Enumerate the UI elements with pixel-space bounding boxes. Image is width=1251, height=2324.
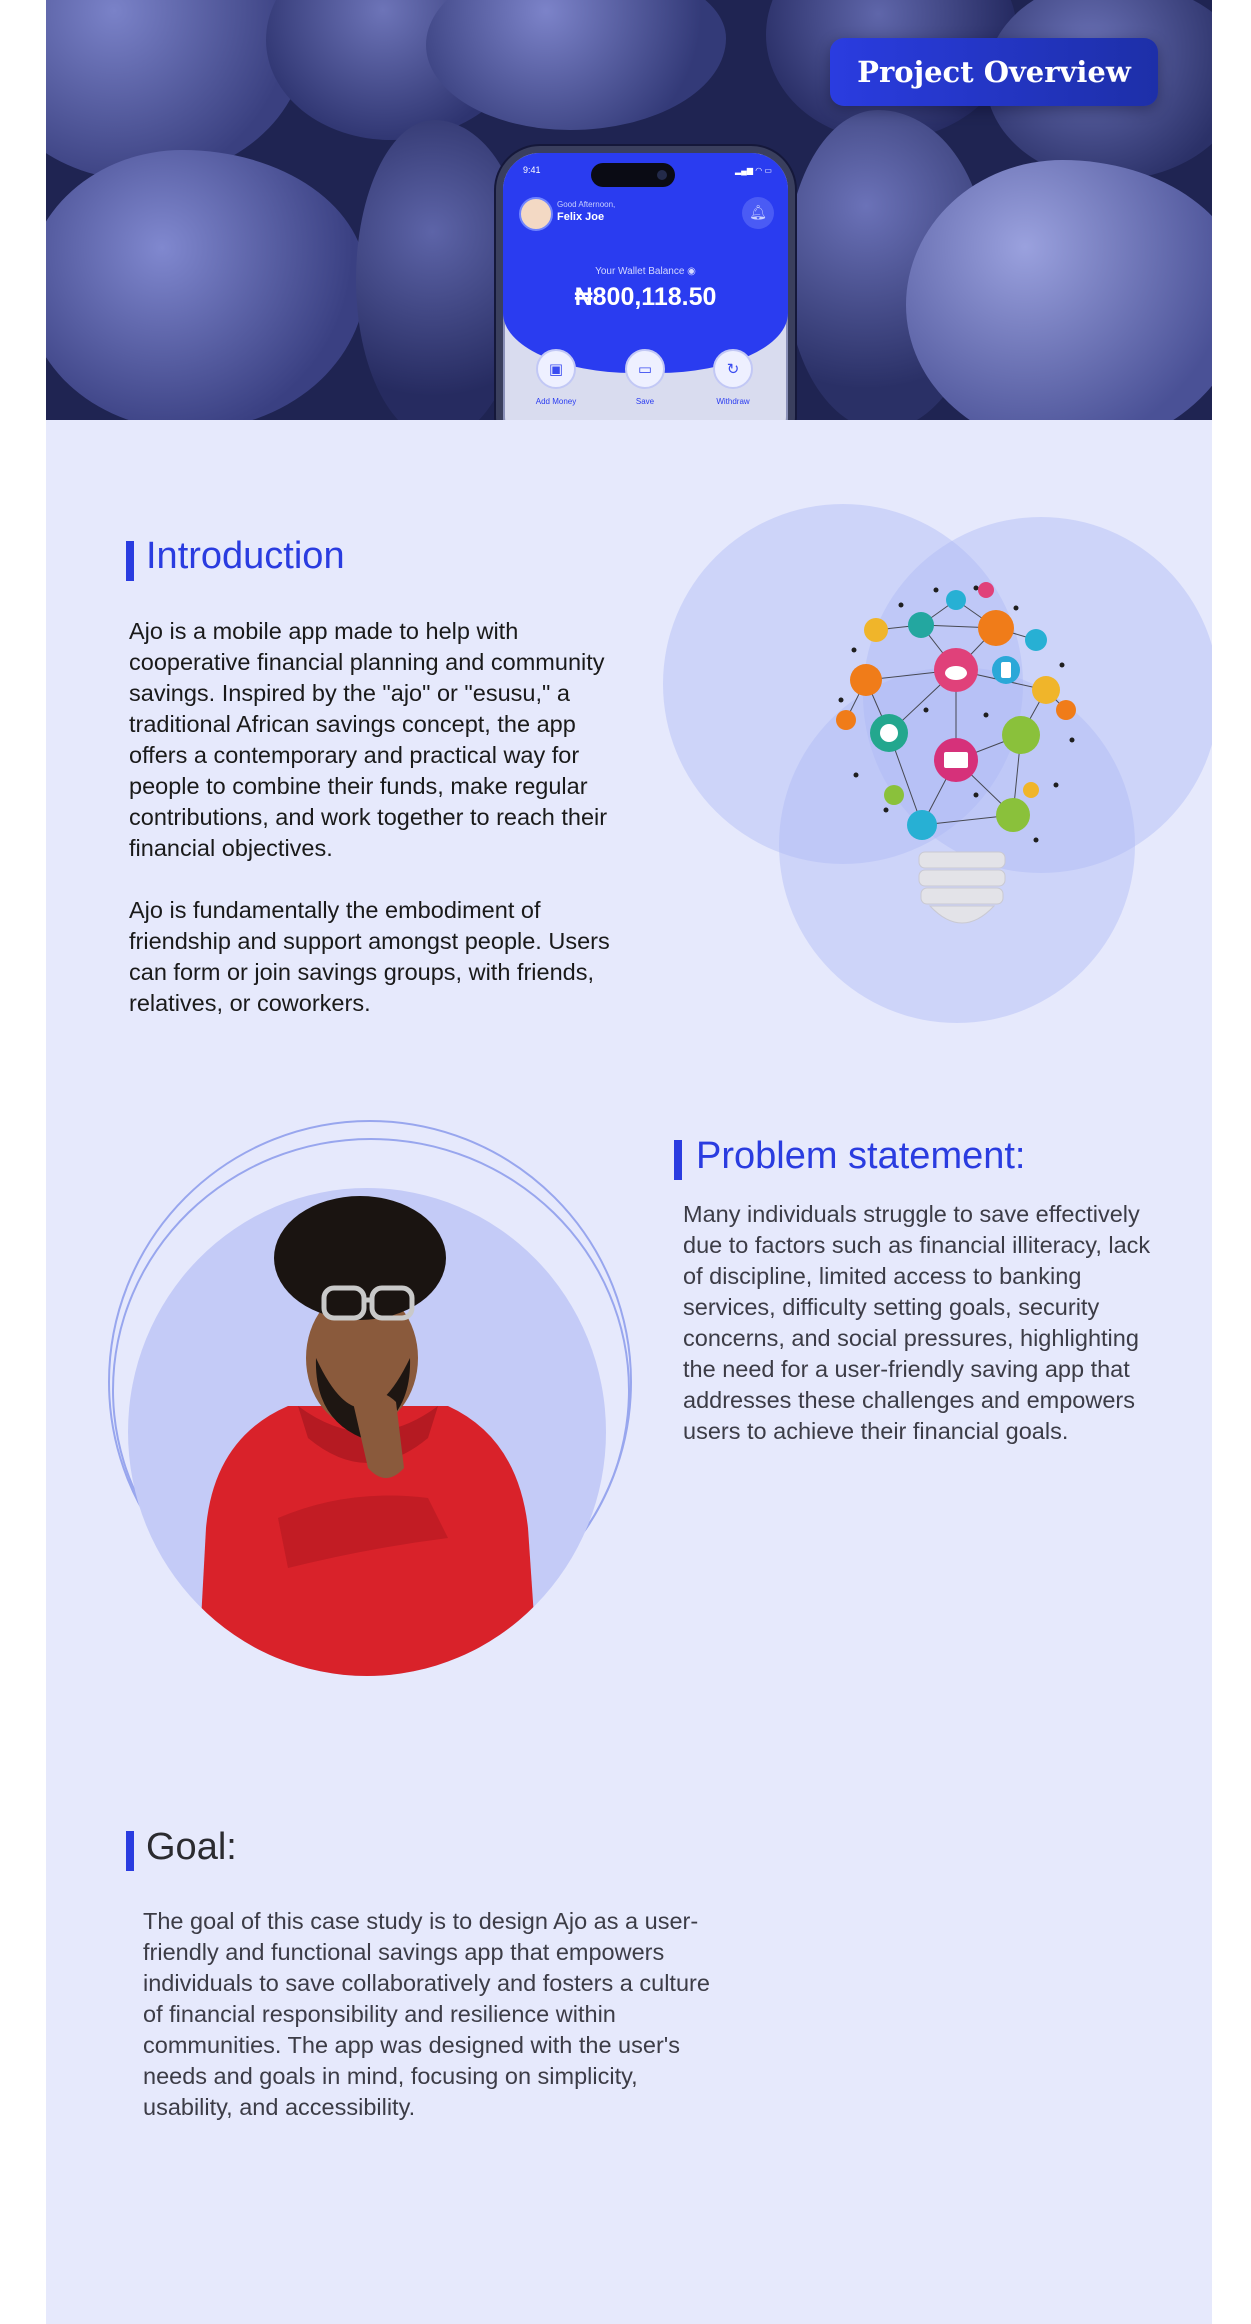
add-money-label: Add Money — [535, 397, 577, 406]
wallet-balance: ₦800,118.50 — [574, 283, 717, 311]
phone-time: 9:41 — [523, 165, 541, 175]
section-accent-bar — [126, 541, 134, 581]
section-accent-bar — [674, 1140, 682, 1180]
problem-paragraph: Many individuals struggle to save effectively due to factors such as financial illiteracy, lack of discipline, limited access to banking services, difficulty setting goals, security concerns, and social pressures, highlighting the need for a user-friendly saving app that addresses these challenges and empowers users to achieve their financial goals. — [683, 1201, 1151, 1444]
avatar[interactable] — [519, 197, 553, 231]
hero-blob — [46, 150, 366, 420]
section-accent-bar — [126, 1831, 134, 1871]
status-icons: ▂▄▆ ◠ ▭ — [735, 166, 772, 175]
save-label: Save — [635, 397, 655, 406]
problem-heading: Problem statement: — [696, 1135, 1026, 1177]
bell-icon[interactable]: 🔔︎ — [742, 197, 774, 229]
lightbulb-network-icon — [826, 570, 1086, 940]
introduction-paragraph-1: Ajo is a mobile app made to help with cooperative financial planning and community savings. Inspired by the "ajo" or "esusu," a traditional African savings concept, the app offers a contemporary and practical way for people to combine their funds, make regular contributions, and work together to reach their financial objectives. — [129, 618, 608, 861]
wallet-icon: ▣ — [536, 349, 576, 389]
withdraw-button[interactable] — [698, 349, 768, 406]
user-name: Felix Joe — [557, 211, 605, 223]
eye-icon[interactable]: ◉ — [687, 266, 696, 277]
goal-paragraph: The goal of this case study is to design Ajo as a user-friendly and functional savings app that empowers individuals to save collaboratively and fosters a culture of financial responsibility and resilience within communities. The app was designed with the user's needs and goals in mind, focusing on simplicity, usability, and accessibility. — [143, 1908, 710, 2120]
balance-label: Your Wallet Balance ◉ — [595, 266, 696, 277]
person-figure — [128, 1188, 606, 1676]
goal-heading: Goal: — [146, 1826, 237, 1868]
withdraw-icon: ↻ — [713, 349, 753, 389]
add-money-button[interactable] — [521, 349, 591, 406]
thinking-man-photo — [128, 1188, 606, 1676]
withdraw-label: Withdraw — [716, 397, 750, 406]
greeting-text: Good Afternoon, — [557, 200, 616, 209]
phone-notch — [591, 163, 675, 187]
hero-banner — [46, 0, 1212, 420]
project-overview-badge: Project Overview — [830, 38, 1158, 106]
case-study-canvas — [46, 0, 1212, 2324]
introduction-heading: Introduction — [146, 535, 345, 577]
save-icon: ▭ — [625, 349, 665, 389]
phone-mockup — [496, 146, 795, 420]
introduction-paragraph-2: Ajo is fundamentally the embodiment of friendship and support amongst people. Users can form or join savings groups, with friends, relatives, or coworkers. — [129, 897, 610, 1016]
save-button[interactable] — [610, 349, 680, 406]
